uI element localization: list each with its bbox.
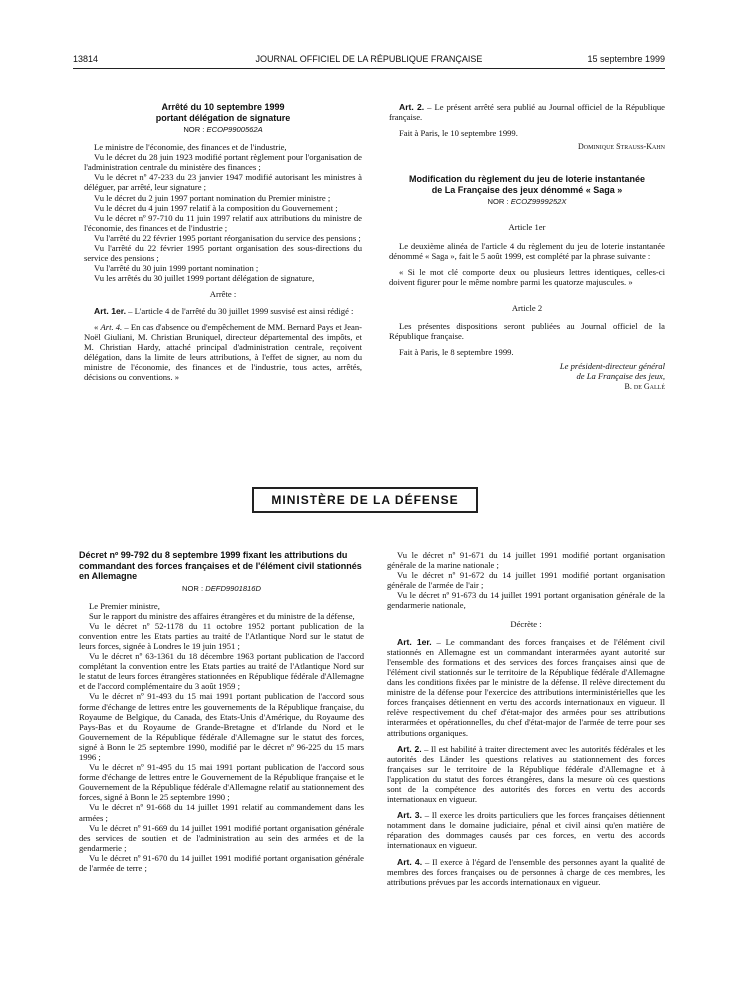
decret-article: Art. 2. – Il est habilité à traiter directement avec les autorités fédérales et les autorités des Länder les questions relatives au stationnement des forces françaises sur le territoire de la République fédérale d'Allemagne et à l'application du statut des forces étrangères, dans la mesure où ces questions sont de la compétence des autorités des forces en vertu des accords internationaux en vigueur.	[387, 743, 665, 805]
decret-articles	[387, 637, 665, 887]
visa-paragraph: Vu le décret nº 91-493 du 15 mai 1991 portant publication de l'accord sous forme d'échange de lettres entre les gouvernements de la République française, du Royaume de Belgique, du Canada, des Etats-Unis d'Amérique, du Royaume des Pays-Bas et du Royaume de Grande-Bretagne et d'Irlande du Nord et le Gouvernement de la République fédérale d'Allemagne sur le statut des forces, signé à Bonn le 25 septembre 1990, modifié par le décret nº 96-225 du 15 mars 1996 ;	[79, 691, 364, 762]
visa-paragraph: Vu le décret nº 97-710 du 11 juin 1997 relatif aux attributions du ministre de l'économie, des finances et de l'industrie ;	[84, 212, 362, 233]
visa-paragraph: Vu le décret nº 91-495 du 15 mai 1991 portant publication de l'accord sous forme d'échange de lettres entre le Gouvernement de la République française et le Gouvernement de la République fédérale d'Allemagne relatif au stationnement des forces, signé à Bonn le 25 septembre 1990 ;	[79, 762, 364, 803]
visa-paragraph: Vu le décret nº 91-672 du 14 juillet 1991 modifié portant organisation générale de l'armée de l'air ;	[387, 570, 665, 591]
saga-p2: « Si le mot clé comporte deux ou plusieurs lettres identiques, celles-ci doivent figurer pour le même nombre parmi les quatorze majuscules. »	[389, 266, 665, 287]
saga-signatory-org: de La Française des jeux,	[576, 371, 665, 382]
visa-paragraph: Vu le décret nº 47-233 du 23 janvier 1947 modifié autorisant les ministres à déléguer, par arrêté, leur signature ;	[84, 172, 362, 193]
saga-title: Modification du règlement du jeu de loterie instantanée de La Française des jeux dénommé « Saga »	[408, 174, 646, 195]
visa-paragraph: Vu le décret nº 63-1361 du 18 décembre 1963 portant publication de l'accord complétant la convention entre les Etats parties au traité de l'Atlantique Nord sur le statut de leurs forces étrangères stationnées en République fédérale d'Allemagne et de l'accord complémentaire du 3 août 1959 ;	[79, 651, 364, 692]
visa-paragraph: Vu le décret nº 91-668 du 14 juillet 1991 relatif au commandement dans les armées ;	[79, 802, 364, 823]
decret-visas	[79, 601, 364, 874]
header-rule	[73, 68, 665, 69]
visa-paragraph: Sur le rapport du ministre des affaires étrangères et du ministre de la défense,	[89, 610, 355, 621]
arrete-visas	[84, 142, 362, 283]
decret-nor: NOR : DEFD9901816D	[182, 583, 261, 593]
saga-signature: B. de Gallé	[624, 381, 665, 391]
decret-title: Décret nº 99-792 du 8 septembre 1999 fixant les attributions du commandant des forces françaises et de l'élément civil stationnés en Allemagne	[79, 550, 362, 581]
visa-paragraph: Vu l'arrêté du 30 juin 1999 portant nomination ;	[94, 263, 259, 274]
visa-paragraph: Le Premier ministre,	[89, 600, 160, 611]
visa-paragraph: Vu les arrêtés du 30 juillet 1999 portant délégation de signature,	[94, 273, 315, 284]
decret-article: Art. 3. – Il exerce les droits particuliers que les forces françaises détiennent notamment dans le domaine judiciaire, pénal et civil ainsi qu'en matière de réparation des dommages causés par ces forces, en vertu des accords internationaux en vigueur.	[387, 810, 665, 851]
visa-paragraph: Vu l'arrêté du 22 février 1995 portant réorganisation du service des pensions ;	[94, 232, 361, 243]
saga-p1: Le deuxième alinéa de l'article 4 du règlement du jeu de loterie instantanée dénommé « Saga », fait le 5 août 1999, est complété par la phrase suivante :	[389, 240, 665, 261]
decret-article: Art. 1er. – Le commandant des forces françaises et de l'élément civil stationnés en Allemagne est un commandant interarmées ayant autorité sur l'ensemble des formations et des services des forces françaises ainsi que de l'élément civil stationnés sur le territoire de la République fédérale d'Allemagne dans les conditions fixées par le ministre de la défense. Il relève directement du ministre de la défense pour l'exercice des attributions interministérielles que les forces françaises détiennent en vertu des accords internationaux en vigueur. Il relève respectivement du chef d'état-major des armées pour ses attributions interarmées et opérationnelles, du chef d'état-major de l'armée de terre pour ses attributions organiques.	[387, 636, 665, 738]
ministry-banner: MINISTÈRE DE LA DÉFENSE	[252, 487, 478, 513]
decret-right-column	[387, 550, 665, 893]
decret-heading: Décrète :	[510, 618, 542, 629]
visa-paragraph: Vu l'arrêté du 22 février 1995 portant organisation des sous-directions du service des pensions ;	[84, 243, 362, 264]
visa-paragraph: Vu le décret nº 91-673 du 14 juillet 1991 portant organisation générale de la gendarmerie nationale,	[387, 590, 665, 611]
saga-signatory-title: Le président-directeur général	[559, 361, 665, 372]
page-number: 13814	[73, 54, 99, 64]
visa-paragraph: Vu le décret nº 91-669 du 14 juillet 1991 modifié portant organisation générale des services de soutien et de l'administration au sein des armées et de la gendarmerie ;	[79, 822, 364, 853]
decret-right-visas	[387, 550, 665, 611]
saga-article2-heading: Article 2	[511, 302, 543, 313]
visa-paragraph: Vu le décret du 28 juin 1923 modifié portant règlement pour l'organisation de l'administration centrale du ministère des finances ;	[84, 152, 362, 173]
visa-paragraph: Vu le décret du 2 juin 1997 portant nomination du Premier ministre ;	[94, 192, 331, 203]
saga-nor: NOR : ECOZ9999252X	[487, 197, 567, 207]
journal-title: JOURNAL OFFICIEL DE LA RÉPUBLIQUE FRANÇAISE	[255, 54, 483, 64]
visa-paragraph: Le ministre de l'économie, des finances et de l'industrie,	[94, 142, 287, 153]
visa-paragraph: Vu le décret nº 52-1178 du 11 octobre 1952 portant publication de la convention entre les Etats parties au traité de l'Atlantique Nord sur le statut de leurs forces, signée à Londres le 19 juin 1951 ;	[79, 620, 364, 651]
visa-paragraph: Vu le décret nº 91-671 du 14 juillet 1991 modifié portant organisation générale de la marine nationale ;	[387, 550, 665, 571]
arrete-art2: Art. 2. – Le présent arrêté sera publié au Journal officiel de la République française.	[389, 102, 665, 123]
arrete-heading: Arrête :	[209, 289, 237, 300]
arrete-column	[84, 102, 362, 382]
right-top-column	[389, 102, 665, 392]
arrete-art4-quote: « Art. 4. – En cas d'absence ou d'empêchement de MM. Bernard Pays et Jean-Noël Giuliani, M. Christian Bruniquel, directeur départemental des impôts, et M. Christian Hardy, attaché principal d'administration centrale, reçoivent délégation, dans la limite de leurs attributions, à l'effet de signer, au nom du ministre de l'économie, des finances et de l'industrie, tous actes, arrêtés, décisions ou conventions. »	[84, 321, 362, 383]
visa-paragraph: Vu le décret nº 91-670 du 14 juillet 1991 modifié portant organisation générale de l'armée de terre ;	[79, 852, 364, 874]
saga-p3: Les présentes dispositions seront publiées au Journal officiel de la République française.	[389, 321, 665, 342]
issue-date: 15 septembre 1999	[587, 54, 665, 64]
page-header	[73, 54, 665, 66]
visa-paragraph: Vu le décret du 4 juin 1997 relatif à la composition du Gouvernement ;	[94, 202, 338, 213]
saga-article1-heading: Article 1er	[508, 222, 546, 233]
arrete-art1: Art. 1er. – L'article 4 de l'arrêté du 30 juillet 1999 susvisé est ainsi rédigé :	[94, 305, 354, 316]
decret-article: Art. 4. – Il exerce à l'égard de l'ensemble des personnes ayant la qualité de membres des forces françaises ou de personnes à charge de ces membres, les attributions prévues par les accords internationaux en vigueur.	[387, 856, 665, 887]
arrete-done: Fait à Paris, le 10 septembre 1999.	[399, 128, 518, 139]
arrete-signature: Dominique Strauss-Kahn	[577, 142, 665, 152]
decret-column	[79, 550, 364, 873]
arrete-title: Arrêté du 10 septembre 1999 portant délégation de signature	[155, 102, 291, 123]
arrete-nor: NOR : ECOP9900562A	[183, 125, 263, 134]
saga-done: Fait à Paris, le 8 septembre 1999.	[399, 347, 514, 358]
